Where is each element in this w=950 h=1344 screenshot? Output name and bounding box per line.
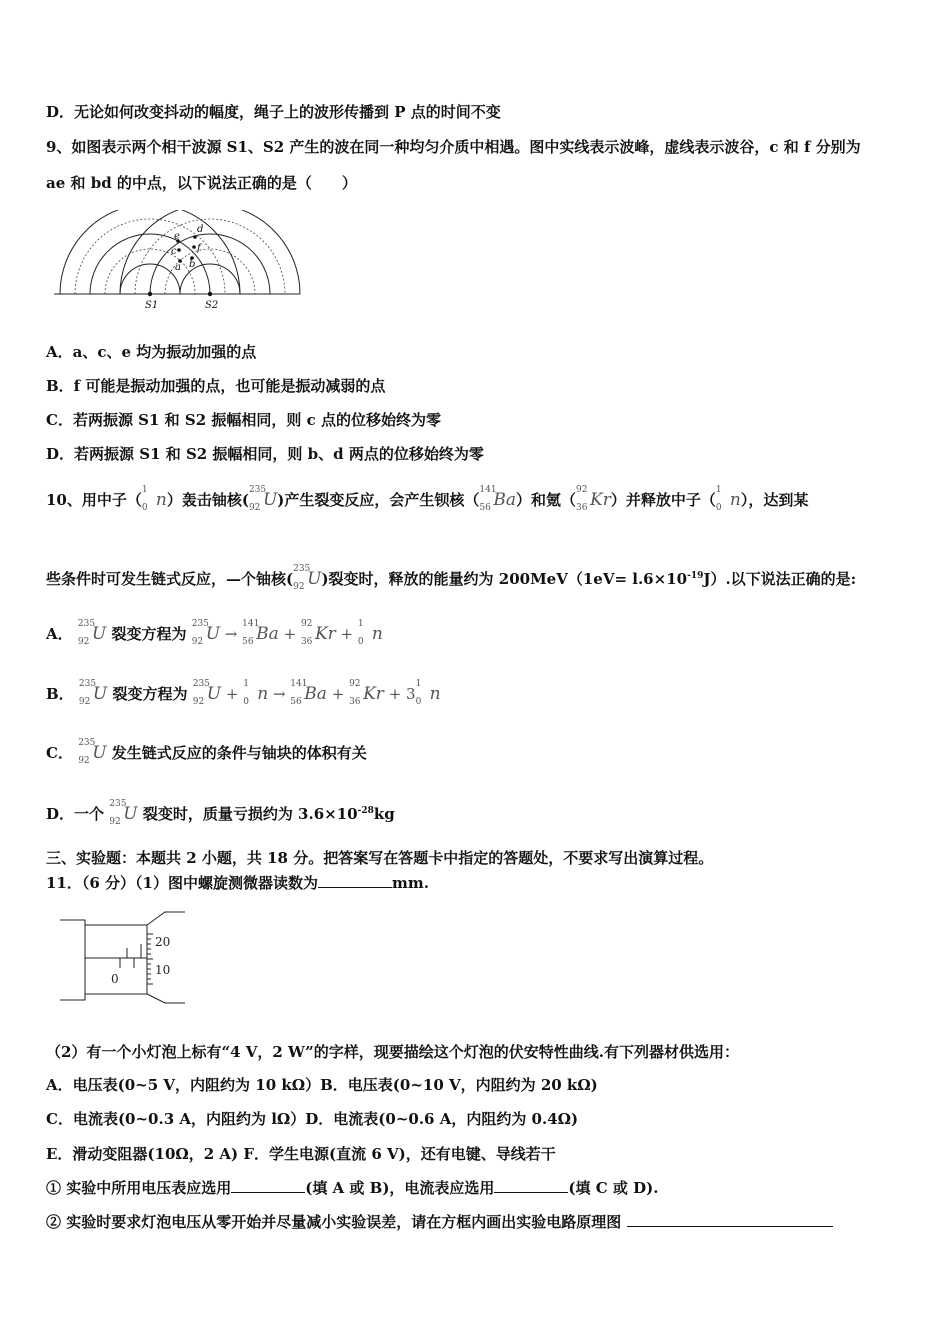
point-c [177,248,181,252]
option-label: C． [46,744,73,762]
nuclide-uranium: 235 92 U [248,485,278,513]
nuclide-uranium: 235 92 U [77,619,107,647]
q11-text: ② 实验时要求灯泡电压从零开始并尽量减小实验误差，请在方框内画出实验电路原理图 [46,1213,622,1231]
source-s1-dot [148,292,152,296]
label-e: e [174,231,180,242]
answer-blank[interactable] [318,873,392,888]
q10-text: )裂变时，释放的能量约为 200MeV（1eV= l.6×10 [321,570,688,588]
nuclide-uranium: 235 92 U [78,738,107,766]
circuit-answer-blank[interactable] [627,1212,833,1227]
q11-options-ab: A．电压表(0~5 V，内阻约为 10 kΩ）B．电压表(0~10 V，内阻约为 20 kΩ) [46,1076,598,1094]
label-c: c [171,246,177,257]
option-label: A． [46,625,73,643]
q11-question-1 [46,1178,658,1198]
q11-part1 [46,873,429,893]
q11-options-cd: C．电流表(0~0.3 A，内阻约为 lΩ）D．电流表(0~0.6 A，内阻约为 0.4Ω) [46,1110,579,1128]
q9-option-c: C．若两振源 S1 和 S2 振幅相同，则 c 点的位移始终为零 [46,411,441,429]
q11-text: (填 A 或 B)，电流表应选用 [305,1179,495,1197]
wave-crest-s2 [120,210,300,294]
source-s2-dot [208,292,212,296]
wave-crest-s1 [60,210,240,294]
q10-option-a [46,619,383,647]
option-label: B． [46,685,74,703]
label-s1: S1 [145,300,159,311]
thimble-label-10: 10 [155,963,171,977]
fission-equation-a: 235 92 U → 141 56 Ba + 92 36 Kr + 1 0 n [191,619,383,647]
q10-option-b [46,679,441,707]
q10-text: J）.以下说法正确的是: [703,570,857,588]
micrometer-figure [55,910,190,1005]
option-text: 发生链式反应的条件与铀块的体积有关 [111,744,367,762]
thimble-label-20: 20 [155,935,171,949]
label-s2: S2 [205,300,219,311]
q9-stem-line-1: 9、如图表示两个相干波源 S1、S2 产生的波在同一种均匀介质中相遇。图中实线表示波峰，虚线表示波谷，c 和 f 分别为 [46,138,861,156]
q10-text: )产生裂变反应，会产生钡核（ [277,491,480,509]
q10-text: 10、用中子（ [46,491,142,509]
q10-text: ），达到某 [740,491,809,509]
q11-text: ① 实验中所用电压表应选用 [46,1179,232,1197]
point-f [192,245,196,249]
q11-part2: （2）有一个小灯泡上标有“4 V，2 W”的字样，现要描绘这个灯泡的伏安特性曲线.有下列器材供选用： [46,1043,739,1061]
option-text: 裂变方程为 [112,685,188,703]
exponent: -19 [687,571,704,581]
q9-stem-line-2: ae 和 bd 的中点，以下说法正确的是（ ） [46,174,357,192]
q10-option-d [46,799,395,827]
label-a: a [175,262,181,273]
nuclide-uranium: 235 92 U [109,799,138,827]
label-b: b [189,259,196,270]
q10-stem-line-1 [46,485,809,513]
q11-text: 11．（6 分）（1）图中螺旋测微器读数为 [46,874,318,892]
label-f: f [197,243,201,254]
q10-text: ）并释放中子（ [610,491,716,509]
nuclide-krypton: 92 36 Kr [576,485,611,513]
q10-stem-line-2 [46,564,857,592]
option-text: 裂变方程为 [111,625,187,643]
nuclide-barium: 141 56 Ba [479,485,517,513]
option-text: 裂变时，质量亏损约为 3.6×10 [142,805,358,823]
q11-options-ef: E．滑动变阻器(10Ω，2 A) F．学生电源(直流 6 V)，还有电键、导线若干 [46,1145,556,1163]
micrometer-frame [60,920,85,1000]
option-label: D．一个 [46,805,105,823]
thimble-bottom [147,994,185,1003]
nuclide-uranium: 235 92 U [293,564,322,592]
q10-text: ）轰击铀核( [166,491,249,509]
exponent: -28 [357,806,374,816]
fission-equation-b: 235 92 U + 1 0 n → 141 56 Ba + 92 36 Kr + 3 1 0 n [192,679,441,707]
q9-option-d: D．若两振源 S1 和 S2 振幅相同，则 b、d 两点的位移始终为零 [46,445,484,463]
q10-text: 些条件时可发生链式反应，—个铀核( [46,570,294,588]
q11-text: (填 C 或 D). [568,1179,659,1197]
wave-interference-figure [50,210,302,312]
q11-text: mm. [391,874,429,892]
nuclide-uranium: 235 92 U [78,679,108,707]
q9-option-b: B．f 可能是振动加强的点，也可能是振动减弱的点 [46,377,386,395]
thimble-top [147,912,185,925]
nuclide-neutron: 1 0 n [715,485,741,513]
voltmeter-answer-blank[interactable] [231,1178,305,1193]
q10-text: ）和氪（ [516,491,577,509]
point-d [193,235,197,239]
wave-trough-s2 [135,219,285,294]
unit: kg [373,805,395,823]
q11-question-2 [46,1212,833,1232]
ammeter-answer-blank[interactable] [494,1178,568,1193]
q10-option-c [46,738,367,766]
sleeve-label-0: 0 [111,972,119,986]
section-3-heading: 三、实验题：本题共 2 小题，共 18 分。把答案写在答题卡中指定的答题处，不要求写出演算过程。 [46,849,714,867]
q9-option-a: A．a、c、e 均为振动加强的点 [46,343,257,361]
nuclide-neutron: 1 0 n [141,485,167,513]
label-d: d [197,224,204,235]
q8-option-d: D．无论如何改变抖动的幅度，绳子上的波形传播到 P 点的时间不变 [46,103,501,121]
